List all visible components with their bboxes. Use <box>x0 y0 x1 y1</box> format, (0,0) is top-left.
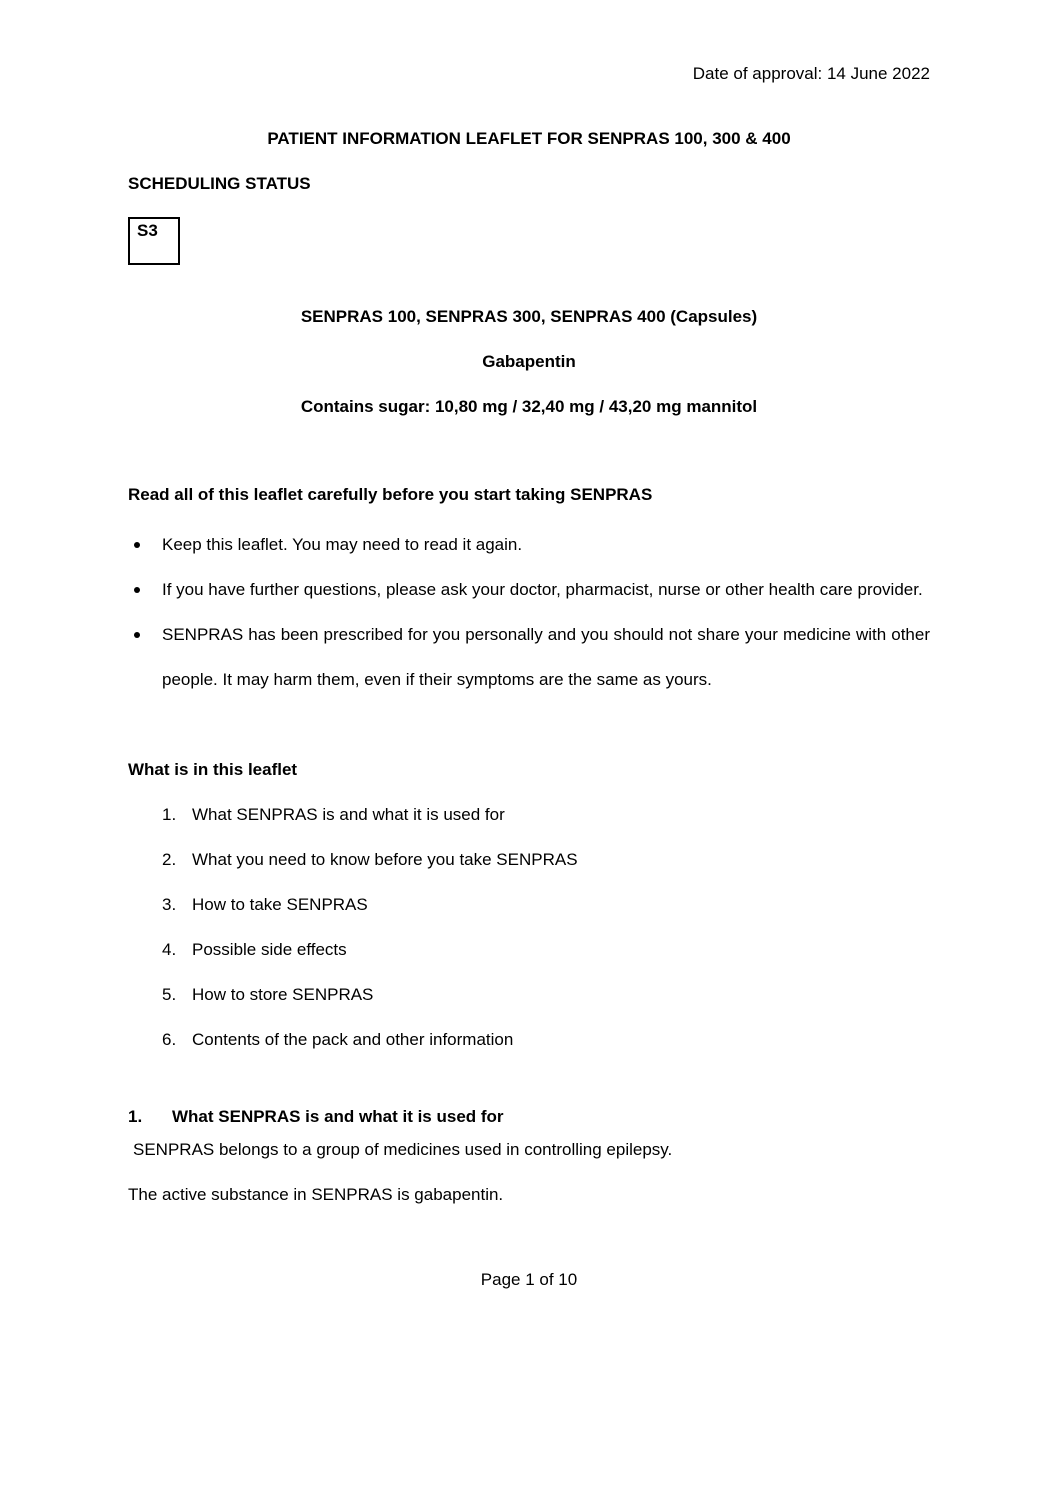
section1-title: What SENPRAS is and what it is used for <box>172 1107 504 1126</box>
scheduling-status-box <box>128 217 180 265</box>
section1-paragraph: The active substance in SENPRAS is gabapentin. <box>128 1185 504 1204</box>
toc-item <box>128 972 930 1017</box>
section1-heading <box>128 1107 930 1127</box>
read-carefully-heading: Read all of this leaflet carefully before you start taking SENPRAS <box>128 485 653 504</box>
toc-item <box>128 882 930 927</box>
bullet-icon <box>134 542 140 548</box>
toc-item <box>128 837 930 882</box>
intro-bullet-list <box>128 522 930 702</box>
section1-number: 1. <box>128 1107 143 1126</box>
scheduling-status-value: S3 <box>137 221 158 240</box>
toc-item-label: What SENPRAS is and what it is used for <box>192 805 505 824</box>
product-title: SENPRAS 100, SENPRAS 300, SENPRAS 400 (Capsules) <box>300 307 758 326</box>
scheduling-status-label: SCHEDULING STATUS <box>128 174 311 193</box>
toc-item-label: What you need to know before you take SENPRAS <box>192 850 578 869</box>
bullet-text: If you have further questions, please ask your doctor, pharmacist, nurse or other health care provider. <box>162 580 923 599</box>
active-ingredient: Gabapentin <box>482 352 576 371</box>
page-footer: Page 1 of 10 <box>480 1270 578 1289</box>
toc-item-number: 5. <box>162 985 177 1004</box>
list-item <box>128 567 930 612</box>
bullet-icon <box>134 587 140 593</box>
toc-item-label: Possible side effects <box>192 940 347 959</box>
toc-heading: What is in this leaflet <box>128 760 298 779</box>
toc-list <box>128 792 930 1062</box>
bullet-text: Keep this leaflet. You may need to read it again. <box>162 535 523 554</box>
toc-item <box>128 792 930 837</box>
toc-item-number: 4. <box>162 940 177 959</box>
sugar-statement: Contains sugar: 10,80 mg / 32,40 mg / 43,20 mg mannitol <box>300 397 758 416</box>
toc-item-label: How to take SENPRAS <box>192 895 368 914</box>
bullet-icon <box>134 632 140 638</box>
list-item <box>128 522 930 567</box>
toc-item-number: 1. <box>162 805 177 824</box>
approval-date: Date of approval: 14 June 2022 <box>692 64 930 83</box>
toc-item <box>128 1017 930 1062</box>
toc-item-number: 3. <box>162 895 177 914</box>
page-title: PATIENT INFORMATION LEAFLET FOR SENPRAS 100, 300 & 400 <box>267 129 791 148</box>
section1-paragraph: SENPRAS belongs to a group of medicines used in controlling epilepsy. <box>133 1140 673 1159</box>
toc-item-number: 2. <box>162 850 177 869</box>
toc-item-label: How to store SENPRAS <box>192 985 374 1004</box>
toc-item-label: Contents of the pack and other information <box>192 1030 514 1049</box>
toc-item-number: 6. <box>162 1030 177 1049</box>
list-item <box>128 612 930 702</box>
bullet-text: SENPRAS has been prescribed for you personally and you should not share your medicine with other people. It may harm them, even if their symptoms are the same as yours. <box>162 625 930 689</box>
toc-item <box>128 927 930 972</box>
